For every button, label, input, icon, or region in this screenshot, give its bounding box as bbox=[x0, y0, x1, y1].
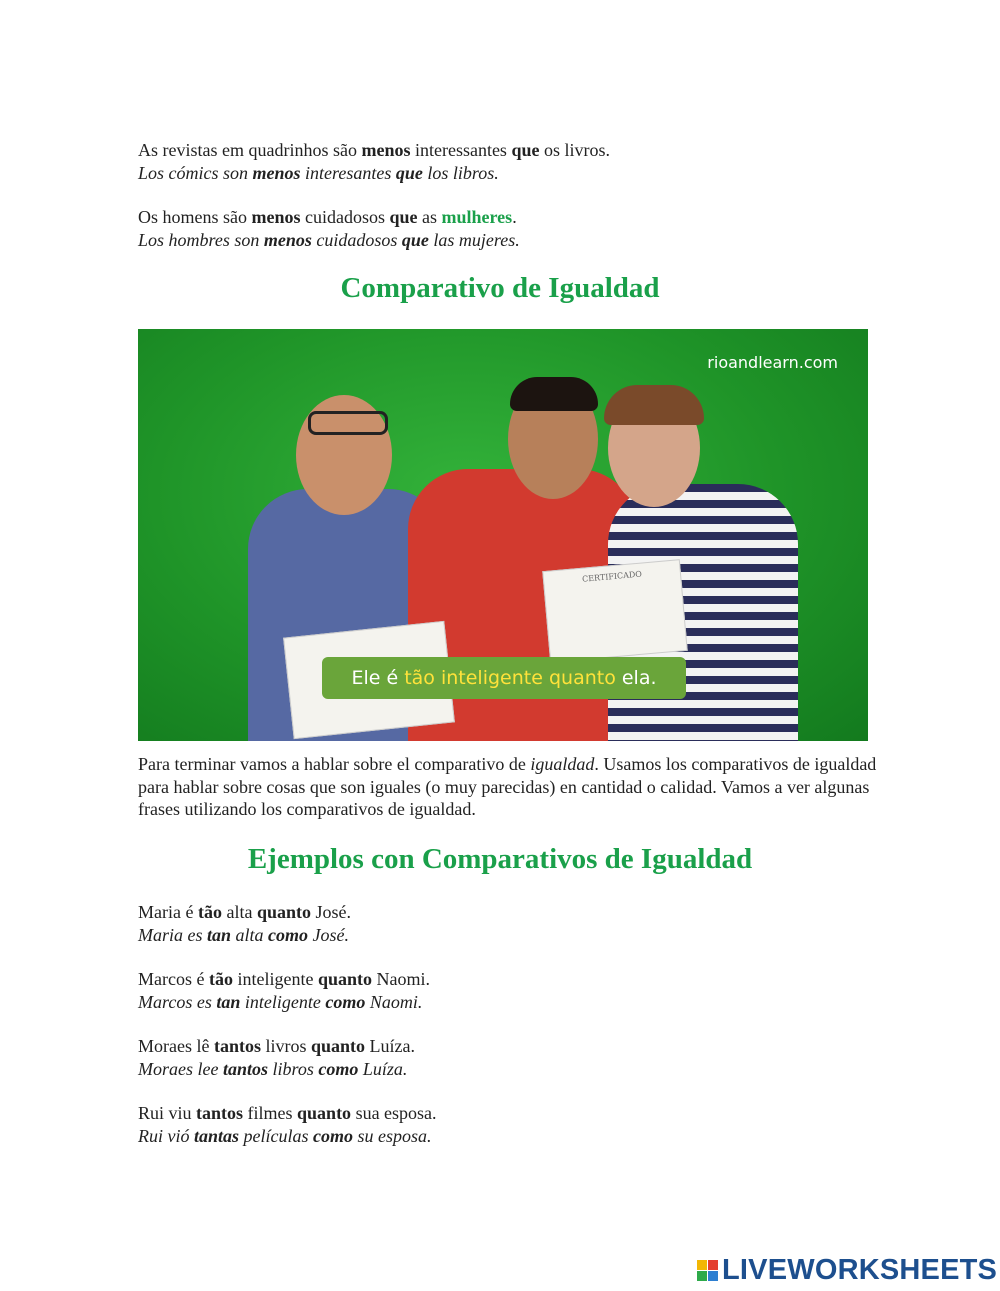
liveworksheets-logo[interactable] bbox=[697, 1255, 997, 1285]
heading-ejemplos: Ejemplos con Comparativos de Igualdad bbox=[247, 843, 753, 875]
logo-tile bbox=[708, 1260, 718, 1270]
heading-comparativo-igualdad: Comparativo de Igualdad bbox=[340, 272, 660, 304]
sentence-es: Los hombres son menos cuidadosos que las mujeres. bbox=[138, 229, 520, 250]
sentence-pt: Marcos é tão inteligente quanto Naomi. bbox=[138, 969, 430, 989]
igualdad-example-4 bbox=[138, 1102, 878, 1147]
sentence-pt: Rui viu tantos filmes quanto sua esposa. bbox=[138, 1103, 437, 1123]
sentence-es: Rui vió tantas películas como su esposa. bbox=[138, 1125, 432, 1146]
logo-tile bbox=[708, 1271, 718, 1281]
certificate-right bbox=[542, 559, 687, 663]
sentence-es: Moraes lee tantos libros como Luíza. bbox=[138, 1058, 408, 1079]
menos-example-1 bbox=[138, 139, 878, 184]
intro-paragraph: Para terminar vamos a hablar sobre el comparativo de igualdad. Usamos los comparativos de igualdad para hablar sobre cosas que son iguales (o muy parecidas) en cantidad o calidad. Vamos a ver algunas frases utilizando los comparativos de igualdad. bbox=[138, 754, 877, 819]
logo-tile bbox=[697, 1271, 707, 1281]
sentence-pt: Maria é tão alta quanto José. bbox=[138, 902, 351, 922]
igualdad-example-3 bbox=[138, 1035, 878, 1080]
sentence-es: Los cómics son menos interesantes que los libros. bbox=[138, 162, 499, 183]
menos-example-2 bbox=[138, 206, 878, 251]
watermark: rioandlearn.com bbox=[707, 353, 838, 372]
certificate-title: CERTIFICADO bbox=[581, 569, 643, 584]
sentence-es: Marcos es tan inteligente como Naomi. bbox=[138, 991, 423, 1012]
sentence-pt: Os homens são menos cuidadosos que as mulheres. bbox=[138, 207, 517, 227]
logo-text: LIVEWORKSHEETS bbox=[722, 1253, 998, 1286]
logo-tile bbox=[697, 1260, 707, 1270]
photo-caption: Ele é tão inteligente quanto ela. bbox=[322, 657, 686, 699]
sentence-pt: As revistas em quadrinhos são menos interessantes que os livros. bbox=[138, 140, 610, 160]
sentence-es: Maria es tan alta como José. bbox=[138, 924, 350, 945]
sentence-pt: Moraes lê tantos livros quanto Luíza. bbox=[138, 1036, 416, 1056]
logo-tiles-icon bbox=[697, 1260, 718, 1281]
illustration-photo bbox=[138, 329, 868, 741]
igualdad-example-2 bbox=[138, 968, 878, 1013]
igualdad-example-1 bbox=[138, 901, 878, 946]
